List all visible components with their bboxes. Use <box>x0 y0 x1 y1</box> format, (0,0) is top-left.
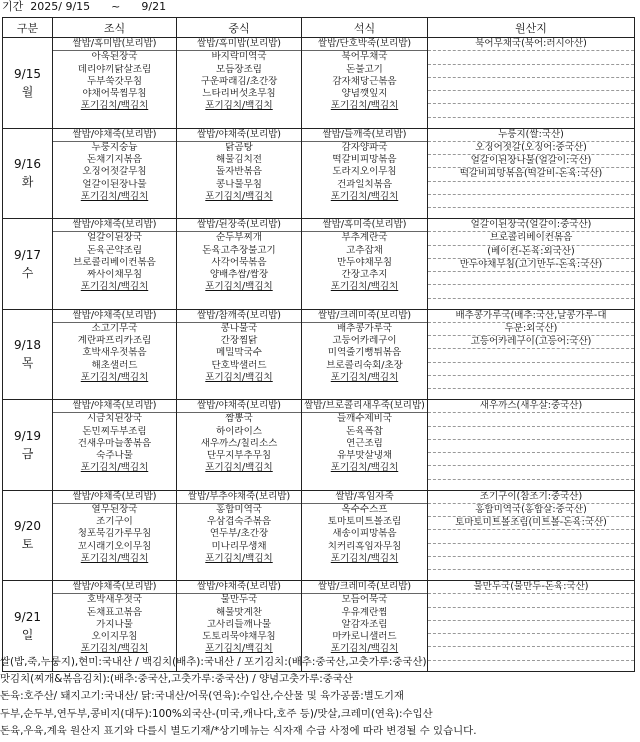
origin-line: 물만두국(물만두-돈육:국산) <box>428 581 634 594</box>
origin-line <box>428 413 634 426</box>
dinner-menu-item: 포기김치/백김치 <box>330 100 399 112</box>
dinner-menu-item: 우유계란찜 <box>341 606 388 618</box>
dinner-menu-item: 쌀밥/크레미죽(보리밥) <box>302 581 427 594</box>
breakfast-cell <box>53 38 177 129</box>
origin-note-line: 두부,순두부,연두부,콩비지(대두):100%외국산-(미국,캐나다,호주 등)/맛살,크레미(연육):수입산 <box>0 707 433 720</box>
origin-line: 북어무채국(북어:러시아산) <box>428 38 634 51</box>
dinner-menu-item: 돈육폭찹 <box>346 425 383 437</box>
origin-line <box>428 51 634 64</box>
breakfast-menu-item: 쌀밥/야채죽(보리밥) <box>53 219 176 232</box>
lunch-menu-item: 미나리무생채 <box>211 540 267 552</box>
dinner-menu-item: 고등어카레구이 <box>332 335 397 347</box>
origin-line <box>428 530 634 543</box>
dinner-menu-item: 옥수수스프 <box>341 503 388 515</box>
lunch-menu-item: 느타리버섯초무침 <box>202 88 276 100</box>
lunch-menu-item: 순두부찌개 <box>216 232 262 244</box>
dinner-menu-item: 부추계란국 <box>341 232 388 244</box>
lunch-menu-item: 쌀밥/부추야채죽(보리밥) <box>177 491 301 504</box>
origin-line: 홍합미역국(홍합살:중국산) <box>428 504 634 517</box>
origin-line <box>428 453 634 466</box>
period-separator: ~ <box>111 0 121 13</box>
dinner-menu-item: 양념깻잎지 <box>341 88 388 100</box>
day-of-week: 토 <box>21 537 34 552</box>
breakfast-menu-item: 누룽지숭늉 <box>91 141 138 153</box>
origin-line: 브로콜리베이컨볶음 <box>428 232 634 245</box>
breakfast-menu-item: 포기김치/백김치 <box>80 281 149 293</box>
origin-line <box>428 544 634 557</box>
lunch-menu-item: 포기김치/백김치 <box>205 100 273 112</box>
dinner-menu-item: 포기김치/백김치 <box>330 552 399 564</box>
breakfast-menu-item: 데리야끼닭살조림 <box>77 63 152 75</box>
breakfast-menu-item: 청포묵김가루무침 <box>77 528 152 540</box>
origin-cell <box>428 490 635 581</box>
origin-line: 조기구이(참조기:중국산) <box>428 491 634 504</box>
day-of-week: 화 <box>21 175 34 190</box>
breakfast-menu-item: 포기김치/백김치 <box>80 462 149 474</box>
dinner-menu-item: 떡갈비피망볶음 <box>332 154 397 166</box>
breakfast-menu-item: 포기김치/백김치 <box>80 552 149 564</box>
origin-line <box>428 466 634 479</box>
lunch-menu-item: 고사리들깨나물 <box>206 618 272 630</box>
breakfast-menu-item: 돈채기지볶음 <box>86 154 143 166</box>
lunch-menu-item: 포기김치/백김치 <box>205 552 273 564</box>
breakfast-menu-item: 쌀밥/야채죽(보리밥) <box>53 581 176 594</box>
dinner-menu-item: 건과일치볶음 <box>336 178 393 190</box>
lunch-menu-item: 포기김치/백김치 <box>205 190 273 202</box>
header-dinner: 석식 <box>302 18 428 38</box>
breakfast-menu-item: 쌀밥/야채죽(보리밥) <box>53 400 176 413</box>
dinner-menu-item: 고추잡채 <box>346 244 383 256</box>
lunch-cell <box>177 38 302 129</box>
day-of-week: 일 <box>21 627 34 642</box>
breakfast-menu-item: 가지나물 <box>96 618 133 630</box>
breakfast-menu-item: 쌀밥/야채죽(보리밥) <box>53 491 176 504</box>
origin-line: 토마토미트볼조림(미트볼-돈육:국산) <box>428 517 634 530</box>
origin-note-line: 쌀(밥,죽,누룽지),현미:국내산 / 백김치(배추):국내산 / 포기김치:(배추:중국산,고춧가루:중국산) <box>0 656 427 668</box>
dinner-menu-item: 쌀밥/브로콜리새우죽(보리밥) <box>302 400 427 413</box>
origin-line <box>428 594 634 607</box>
lunch-menu-item: 바지락미역국 <box>211 51 267 63</box>
dinner-menu-item: 연근조림 <box>346 437 383 449</box>
lunch-menu-item: 도토리묵야채무침 <box>202 631 276 643</box>
day-date: 9/20 <box>14 519 41 534</box>
lunch-menu-item: 해물김치전 <box>216 154 262 166</box>
day-date: 9/18 <box>14 338 41 353</box>
lunch-menu-item: 돌자반볶음 <box>216 166 262 178</box>
lunch-menu-item: 메밀막국수 <box>216 347 262 359</box>
origin-line: 두분:외국산) <box>428 323 634 336</box>
breakfast-menu-item: 얼갈이된장나물 <box>82 178 147 190</box>
day-date: 9/21 <box>14 609 41 624</box>
breakfast-menu-item: 돈육곤약조림 <box>86 244 143 256</box>
day-cell <box>3 128 53 219</box>
breakfast-menu-item: 계란파프리카조림 <box>77 335 152 347</box>
day-row <box>3 490 635 581</box>
origin-note-line: 돈육,우육,계육 원산지 표기와 다를시 별도기재/*상기메뉴는 식자재 수급 사정에 따라 변경될 수 있습니다. <box>0 724 477 737</box>
dinner-menu-item: 쌀밥/흑임자죽 <box>302 491 427 504</box>
dinner-cell <box>302 219 428 310</box>
dinner-menu-item: 만두야채무침 <box>336 256 393 268</box>
day-of-week: 월 <box>21 84 34 99</box>
dinner-cell <box>302 128 428 219</box>
origin-line <box>428 621 634 634</box>
dinner-menu-item: 들깨수제비국 <box>336 413 393 425</box>
dinner-menu-item: 마카로니샐러드 <box>332 631 397 643</box>
breakfast-cell <box>53 128 177 219</box>
dinner-menu-item: 토마토미트볼조림 <box>327 516 402 528</box>
origin-line: 얼갈이된장국(얼갈이:중국산) <box>428 219 634 232</box>
lunch-menu-item: 닭곰탕 <box>225 141 253 153</box>
lunch-menu-item: 포기김치/백김치 <box>205 281 273 293</box>
origin-line: 고등어카레구이(고등어:국산) <box>428 336 634 349</box>
breakfast-cell <box>53 309 177 400</box>
origin-line: 배추콩가루국(배추:국산,날콩가루-대 <box>428 310 634 323</box>
lunch-menu-item: 쌀밥/된장죽(보리밥) <box>177 219 301 232</box>
lunch-menu-item: 구운파래김/초간장 <box>200 75 278 87</box>
lunch-menu-item: 해물맛계찬 <box>216 606 262 618</box>
breakfast-menu-item: 돈민찌두부조림 <box>82 425 147 437</box>
dinner-menu-item: 유부맛살냉채 <box>336 450 393 462</box>
lunch-menu-item: 콩나물무침 <box>216 178 262 190</box>
breakfast-menu-item: 쌀밥/야채죽(보리밥) <box>53 129 176 142</box>
origin-line <box>428 634 634 647</box>
origin-line <box>428 65 634 78</box>
lunch-menu-item: 연두부/초간장 <box>209 528 269 540</box>
dinner-menu-item: 배추콩가루국 <box>336 322 393 334</box>
dinner-menu-item: 도라지오이무침 <box>332 166 397 178</box>
dinner-menu-item: 포기김치/백김치 <box>330 371 399 383</box>
origin-line <box>428 557 634 570</box>
dinner-menu-item: 쌀밥/들깨죽(보리밥) <box>302 129 427 142</box>
lunch-menu-item: 쌀밥/참깨죽(보리밥) <box>177 310 301 323</box>
breakfast-menu-item: 호박새우젓볶음 <box>82 347 147 359</box>
day-date: 9/19 <box>14 428 41 443</box>
header-lunch: 중식 <box>177 18 302 38</box>
period-start: 2025/ 9/15 <box>30 0 91 13</box>
dinner-menu-item: 포기김치/백김치 <box>330 462 399 474</box>
dinner-menu-item: 브로콜리숙회/초장 <box>326 359 403 371</box>
breakfast-menu-item: 야채어묵찜무침 <box>82 88 147 100</box>
origin-note-line: 돈육:호주산/ 돼지고기:국내산/ 닭:국내산/어묵(연육):수입산,수산물 및 육가공품:별도기재 <box>0 690 404 703</box>
breakfast-cell <box>53 490 177 581</box>
breakfast-menu-item: 시금치된장국 <box>86 413 143 425</box>
dinner-cell <box>302 400 428 491</box>
lunch-menu-item: 사각어묵볶음 <box>211 256 267 268</box>
origin-line <box>428 363 634 376</box>
origin-line <box>428 182 634 195</box>
origin-cell <box>428 309 635 400</box>
breakfast-cell <box>53 219 177 310</box>
lunch-menu-item: 포기김치/백김치 <box>205 371 273 383</box>
day-of-week: 수 <box>21 265 34 280</box>
lunch-menu-item: 포기김치/백김치 <box>205 643 273 655</box>
dinner-cell <box>302 309 428 400</box>
lunch-cell <box>177 400 302 491</box>
lunch-menu-item: 하이라이스 <box>216 425 262 437</box>
breakfast-menu-item: 소고기무국 <box>91 322 138 334</box>
breakfast-menu-item: 포기김치/백김치 <box>80 100 149 112</box>
day-cell <box>3 400 53 491</box>
origin-line <box>428 440 634 453</box>
header-row <box>3 18 635 38</box>
breakfast-menu-item: 쌀밥/야채죽(보리밥) <box>53 310 176 323</box>
origin-line: 누룽지(쌀:국산) <box>428 129 634 142</box>
breakfast-menu-item: 브로콜리베이컨볶음 <box>73 256 156 268</box>
lunch-cell <box>177 309 302 400</box>
day-of-week: 목 <box>21 356 34 371</box>
day-cell <box>3 490 53 581</box>
dinner-menu-item: 포기김치/백김치 <box>330 190 399 202</box>
dinner-menu-item: 알감자조림 <box>341 618 388 630</box>
day-date: 9/16 <box>14 157 41 172</box>
lunch-menu-item: 모듬장조림 <box>216 63 262 75</box>
day-row <box>3 309 635 400</box>
breakfast-menu-item: 호박새우젓국 <box>86 594 143 606</box>
day-cell <box>3 309 53 400</box>
period-line <box>2 0 166 14</box>
day-of-week: 금 <box>21 446 34 461</box>
day-date: 9/15 <box>14 66 41 81</box>
breakfast-menu-item: 두부쑥갓무침 <box>86 75 143 87</box>
breakfast-menu-item: 꼬시래기오이무침 <box>77 540 152 552</box>
breakfast-cell <box>53 400 177 491</box>
origin-cell <box>428 128 635 219</box>
lunch-menu-item: 새우까스/칠리소스 <box>200 437 278 449</box>
dinner-menu-item: 쌀밥/크레미죽(보리밥) <box>302 310 427 323</box>
origin-cell <box>428 400 635 491</box>
lunch-menu-item: 단무지부추무침 <box>206 450 272 462</box>
dinner-cell <box>302 38 428 129</box>
dinner-menu-item: 새송이피망볶음 <box>332 528 397 540</box>
breakfast-menu-item: 포기김치/백김치 <box>80 190 149 202</box>
dinner-menu-item: 쌀밥/단호박죽(보리밥) <box>302 38 427 51</box>
origin-line <box>428 91 634 104</box>
lunch-menu-item: 쌀밥/야채죽(보리밥) <box>177 581 301 594</box>
lunch-menu-item: 물만두국 <box>220 594 258 606</box>
breakfast-menu-item: 열무된장국 <box>91 503 138 515</box>
period-label: 기간 <box>2 0 24 13</box>
weekly-menu-table <box>2 17 635 672</box>
dinner-menu-item: 포기김치/백김치 <box>330 643 399 655</box>
dinner-menu-item: 치커리흑임자무침 <box>327 540 402 552</box>
lunch-menu-item: 우삼겹숙주볶음 <box>206 516 272 528</box>
dinner-menu-item: 돈불고기 <box>346 63 383 75</box>
dinner-menu-item: 간장고추지 <box>341 269 388 281</box>
lunch-menu-item: 양배추쌈/쌈장 <box>209 269 269 281</box>
breakfast-menu-item: 건새우마늘쫑볶음 <box>77 437 152 449</box>
header-day: 구분 <box>3 18 53 38</box>
day-row <box>3 400 635 491</box>
origin-cell <box>428 38 635 129</box>
breakfast-menu-item: 짜사이채무침 <box>86 269 143 281</box>
origin-cell <box>428 219 635 310</box>
dinner-menu-item: 포기김치/백김치 <box>330 281 399 293</box>
breakfast-menu-item: 오이지무침 <box>91 631 138 643</box>
origin-note-line: 맛김치(찌개&볶음김치):(배추:중국산,고춧가루:중국산) / 양념고춧가루:중국산 <box>0 673 353 686</box>
dinner-menu-item: 쌀밥/흑미죽(보리밥) <box>302 219 427 232</box>
lunch-cell <box>177 219 302 310</box>
origin-line: 얼갈이된장나물(얼갈이:국산) <box>428 155 634 168</box>
lunch-menu-item: 콩나물국 <box>220 322 258 334</box>
day-cell <box>3 38 53 129</box>
day-cell <box>3 219 53 310</box>
lunch-menu-item: 단호박샐러드 <box>211 359 267 371</box>
lunch-cell <box>177 490 302 581</box>
lunch-menu-item: 짬뽕국 <box>225 413 253 425</box>
origin-line <box>428 349 634 362</box>
lunch-menu-item: 포기김치/백김치 <box>205 462 273 474</box>
lunch-menu-item: 쌀밥/야채죽(보리밥) <box>177 400 301 413</box>
breakfast-menu-item: 숙주나물 <box>96 450 133 462</box>
origin-line: 떡갈비피망볶음(떡갈비-돈육:국산) <box>428 168 634 181</box>
breakfast-menu-item: 조기구이 <box>96 516 133 528</box>
breakfast-menu-item: 돈채표고볶음 <box>86 606 143 618</box>
lunch-cell <box>177 128 302 219</box>
day-row <box>3 219 635 310</box>
breakfast-menu-item: 포기김치/백김치 <box>80 371 149 383</box>
lunch-menu-item: 홍합미역국 <box>216 503 262 515</box>
dinner-menu-item: 미역줄기뻥튀볶음 <box>327 347 402 359</box>
origin-notes <box>0 654 640 740</box>
breakfast-menu-item: 포기김치/백김치 <box>80 643 149 655</box>
dinner-menu-item: 감자채당근볶음 <box>332 75 397 87</box>
dinner-cell <box>302 490 428 581</box>
lunch-menu-item: 돈육고추장불고기 <box>202 244 276 256</box>
day-date: 9/17 <box>14 247 41 262</box>
origin-line <box>428 272 634 285</box>
breakfast-menu-item: 아욱된장국 <box>91 51 138 63</box>
dinner-menu-item: 북어무채국 <box>341 51 388 63</box>
dinner-menu-item: 감자양파국 <box>341 141 388 153</box>
lunch-menu-item: 간장찜닭 <box>220 335 258 347</box>
origin-line: (베이컨-돈육:외국산) <box>428 246 634 259</box>
day-row <box>3 128 635 219</box>
dinner-menu-item: 모듬어묵국 <box>341 594 388 606</box>
origin-line <box>428 195 634 208</box>
origin-line <box>428 285 634 298</box>
breakfast-menu-item: 오징어젓갈무침 <box>82 166 147 178</box>
origin-line <box>428 376 634 389</box>
lunch-menu-item: 쌀밥/야채죽(보리밥) <box>177 129 301 142</box>
breakfast-menu-item: 해초샐러드 <box>91 359 138 371</box>
origin-line: 새우까스(새우살:중국산) <box>428 400 634 413</box>
origin-line: 만두야채무침(고기만두-돈육:국산) <box>428 259 634 272</box>
period-end: 9/21 <box>141 0 167 13</box>
origin-line <box>428 608 634 621</box>
origin-line <box>428 104 634 117</box>
header-origin: 원산지 <box>428 18 635 38</box>
origin-line: 오징어젓갈(오징어:중국산) <box>428 142 634 155</box>
day-row <box>3 38 635 129</box>
origin-line <box>428 427 634 440</box>
lunch-menu-item: 쌀밥/흑미밥(보리밥) <box>177 38 301 51</box>
header-breakfast: 조식 <box>53 18 177 38</box>
origin-line <box>428 78 634 91</box>
breakfast-menu-item: 얼갈이된장국 <box>86 232 143 244</box>
breakfast-menu-item: 쌀밥/흑미밥(보리밥) <box>53 38 176 51</box>
